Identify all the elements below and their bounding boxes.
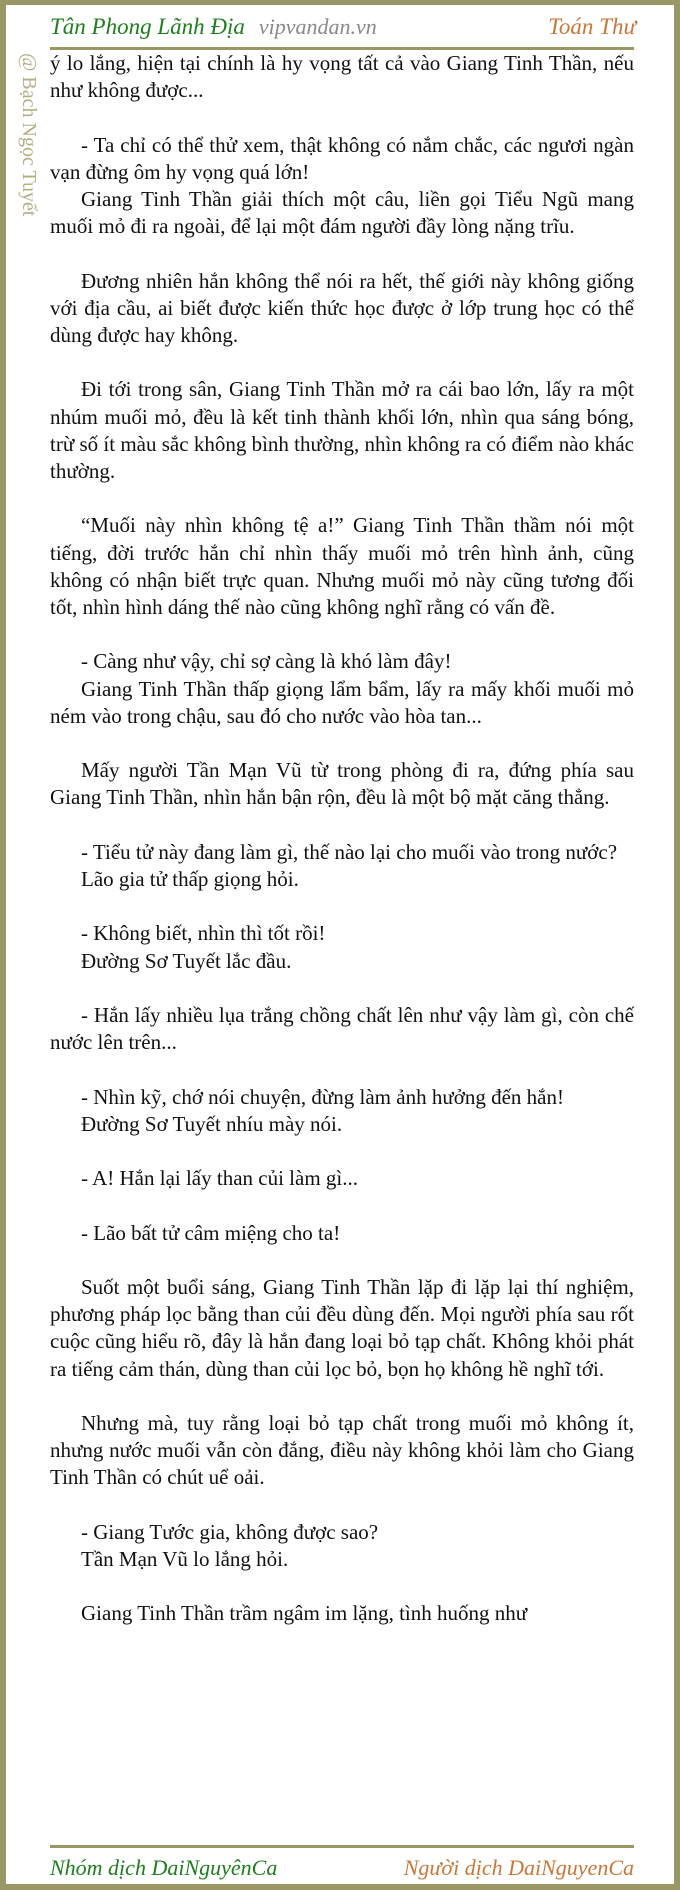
paragraph: - Hắn lấy nhiều lụa trắng chồng chất lên như vậy làm gì, còn chế nước lên trên... — [50, 1002, 634, 1055]
site-name: vipvandan.vn — [258, 14, 377, 39]
paragraph-gap — [50, 975, 634, 1002]
translator-name: Người dịch DaiNguyenCa — [403, 1855, 634, 1880]
paragraph-gap — [50, 240, 634, 267]
paragraph-gap — [50, 1138, 634, 1165]
paragraph: - Không biết, nhìn thì tốt rồi! — [81, 921, 326, 946]
paragraph: - A! Hắn lại lấy than củi làm gì... — [81, 1166, 359, 1191]
page-header — [50, 9, 636, 45]
paragraph-gap — [50, 1383, 634, 1410]
paragraph: - Tiểu tử này đang làm gì, thế nào lại cho muối vào trong nước? — [81, 839, 618, 864]
paragraph: - Ta chỉ có thể thử xem, thật không có nắm chắc, các ngươi ngàn vạn đừng ôm hy vọng quá lớn! — [50, 132, 634, 184]
paragraph-gap — [50, 1247, 634, 1274]
paragraph: - Càng như vậy, chỉ sợ càng là khó làm đây! — [81, 649, 452, 674]
paragraph: Lão gia tử thấp giọng hỏi. — [81, 866, 299, 891]
paragraph-gap — [50, 1192, 634, 1219]
paragraph-gap — [50, 1056, 634, 1083]
paragraph: - Lão bất tử câm miệng cho ta! — [81, 1220, 341, 1245]
paragraph: - Nhìn kỹ, chớ nói chuyện, đừng làm ảnh hưởng đến hắn! — [81, 1084, 564, 1109]
paragraph: Giang Tinh Thần thấp giọng lẩm bẩm, lấy ra mấy khối muối mỏ ném vào trong chậu, sau đó cho nước vào hòa tan... — [50, 676, 634, 728]
paragraph-gap — [50, 730, 634, 757]
paragraph-gap — [50, 1573, 634, 1600]
paragraph: ý lo lắng, hiện tại chính là hy vọng tất cả vào Giang Tinh Thần, nếu như không được... — [50, 51, 634, 103]
paragraph: Mấy người Tần Mạn Vũ từ trong phòng đi ra, đứng phía sau Giang Tinh Thần, nhìn hắn bận rộn, đều là một bộ mặt căng thẳng. — [50, 758, 634, 810]
paragraph: Suốt một buổi sáng, Giang Tinh Thần lặp đi lặp lại thí nghiệm, phương pháp lọc bằng than củi đều dùng đến. Mọi người phía sau rốt cuộc cũng hiểu rõ, đây là hắn đang loại bỏ tạp chất. Không khỏi phát ra tiếng cảm thán, dùng than củi lọc bỏ, bọn họ không hề nghĩ tới. — [50, 1274, 634, 1381]
paragraph: Nhưng mà, tuy rằng loại bỏ tạp chất trong muối mỏ không ít, nhưng nước muối vẫn còn đắng, điều này không khỏi làm cho Giang Tinh Thần có chút uể oải. — [50, 1410, 634, 1490]
footer-divider — [50, 1845, 634, 1848]
paragraph-gap — [50, 104, 634, 131]
paragraph-gap — [50, 893, 634, 920]
paragraph: - Giang Tước gia, không được sao? — [81, 1519, 379, 1544]
translation-group: Nhóm dịch DaiNguyênCa — [50, 1855, 278, 1880]
side-watermark: @ Bạch Ngọc Tuyết — [18, 53, 40, 217]
chapter-text — [50, 50, 634, 1628]
page-footer — [50, 1851, 634, 1885]
paragraph: Tần Mạn Vũ lo lắng hỏi. — [81, 1546, 289, 1571]
paragraph: Đường Sơ Tuyết lắc đầu. — [81, 948, 292, 973]
paragraph-gap — [50, 485, 634, 512]
author-name: Toán Thư — [548, 14, 636, 39]
paragraph-gap — [50, 1492, 634, 1519]
page — [6, 5, 674, 1884]
paragraph: Đương nhiên hắn không thể nói ra hết, thế giới này không giống với địa cầu, ai biết được kiến thức học được ở lớp trung học có thể dùng được hay không. — [50, 268, 634, 347]
paragraph-gap — [50, 621, 634, 648]
paragraph: Giang Tinh Thần giải thích một câu, liền gọi Tiểu Ngũ mang muối mỏ đi ra ngoài, để lại một đám người đầy lòng nặng trĩu. — [50, 187, 634, 239]
paragraph-gap — [50, 812, 634, 839]
paragraph: “Muối này nhìn không tệ a!” Giang Tinh Thần thầm nói một tiếng, đời trước hắn chỉ nhìn thấy muối mỏ trên hình ảnh, cũng không có nhận biết trực quan. Nhưng muối mỏ này cũng tương đối tốt, nhìn hình dáng thế nào cũng không nghĩ rằng có vấn đề. — [50, 513, 634, 619]
book-title: Tân Phong Lãnh Địa — [50, 14, 245, 39]
paragraph-gap — [50, 349, 634, 376]
paragraph: Đường Sơ Tuyết nhíu mày nói. — [81, 1111, 343, 1136]
paragraph: Đi tới trong sân, Giang Tinh Thần mở ra cái bao lớn, lấy ra một nhúm muối mỏ, đều là kết tinh thành khối lớn, nhìn qua sáng bóng, trừ số ít màu sắc không bình thường, nhìn không ra có điểm nào khác thường. — [50, 377, 634, 483]
paragraph: Giang Tinh Thần trầm ngâm im lặng, tình huống như — [81, 1601, 528, 1626]
